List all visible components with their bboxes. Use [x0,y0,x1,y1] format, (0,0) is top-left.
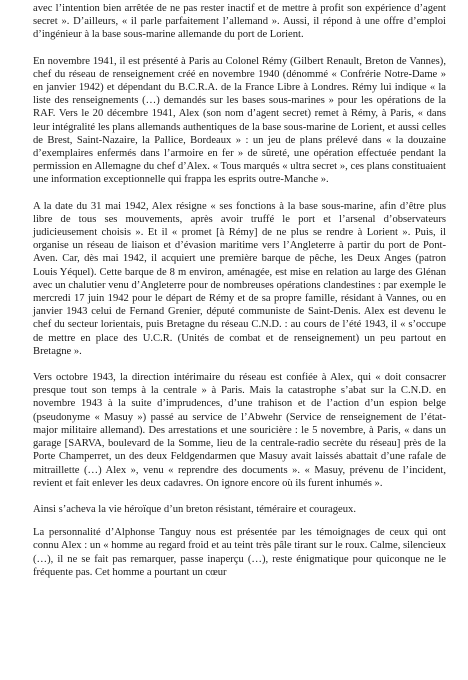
paragraph: A la date du 31 mai 1942, Alex résigne « ses fonctions à la base sous-marine, afin d’être plus libre de tous ses mouvements, après avoir truffé le port et l’arsenal d’observateurs judicieusement choisis ». Et il « promet [à Rémy] de ne plus se rendre à Lorient ». Puis, il organise un réseau de liaison et d’évasion maritime vers l’Angleterre à partir du port de Pont-Aven. Car, dès mai 1942, il acquiert une première barque de pêche, les Deux Anges (patron Louis Yéquel). Cette barque de 8 m environ, aménagée, est mise en relation au large des Glénan avec un chalutier venu d’Angleterre pour de nombreuses opérations clandestines : par exemple le mercredi 17 juin 1942 pour le départ de Rémy et de sa propre famille, résidant à Vannes, ou en janvier 1943 celui de Fernand Grenier, député communiste de Saint-Denis. Alex est devenu le chef du secteur lorientais, puis Bretagne du réseau C.N.D. : au cours de l’été 1943, il « s’occupe de mettre en place des U.C.R. (Unités de combat et de renseignement) un peu partout en Bretagne ». [33,200,446,357]
paragraph: La personnalité d’Alphonse Tanguy nous est présentée par les témoignages de ceux qui ont connu Alex : un « homme au regard froid et au teint très pâle tirant sur le roux. Calme, silencieux (…), il ne se fait pas remarquer, passe inaperçu (…), reste énigmatique pour quiconque ne le fréquente pas. Cet homme a pourtant un cœur [33,527,446,578]
paragraph: Vers octobre 1943, la direction intérimaire du réseau est confiée à Alex, qui « doit consacrer presque tout son temps à la centrale » à Paris. Mais la catastrophe s’abat sur la C.N.D. en novembre 1943 à la suite d’imprudences, d’une trahison et de l’action d’un espion belge (pseudonyme « Masuy ») passé au service de l’Abwehr (Service de renseignement de l’état-major militaire allemand). Des arrestations et une souricière : le 5 novembre, à Paris, « dans un garage [SARVA, boulevard de la Somme, lieu de la centrale-radio secrète du réseau] près de la Porte Champerret, un des deux Feldgendarmen que Masuy avait laissés abattait d’une rafale de mitraillette (…) Alex », venu « reprendre des documents ». « Masuy, prévenu de l’incident, revient et fait enlever les deux cadavres. On ignore encore où ils furent inhumés ». [33,372,446,489]
paragraph: En novembre 1941, il est présenté à Paris au Colonel Rémy (Gilbert Renault, Breton de Vannes), chef du réseau de renseignement créé en novembre 1940 (dénommé « Confrérie Notre-Dame » en janvier 1942) et dépendant du B.C.R.A. de la France Libre à Londres. Rémy lui indique « la liste des renseignements (…) demandés sur les bases sous-marines » pour les opérations de la RAF. Vers le 20 décembre 1941, Alex (son nom d’agent secret) remet à Rémy, à Paris, « dans leur intégralité les plans allemands authentiques de la base sous-marine de Lorient, et aussi celles de Brest, Saint-Nazaire, la Pallice, Bordeaux » : un jeu de plans prélevé dans « la douzaine d’exemplaires enfermés dans l’armoire en fer » de sûreté, une opération effectuée pendant la permission en Allemagne du chef d’Alex. « Tous marqués « ultra secret », ces plans constituaient une information exceptionnelle qui frappa les esprits outre-Manche ». [33,55,446,186]
paragraph: avec l’intention bien arrêtée de ne pas rester inactif et de mettre à profit son expérience d’agent secret ». D’ailleurs, « il parle parfaitement l’allemand ». Aussi, il répond à une offre d’emploi d’ingénieur à la base sous-marine allemande du port de Lorient. [33,3,446,41]
paragraph: Ainsi s’acheva la vie héroïque d’un breton résistant, téméraire et courageux. [33,503,356,515]
